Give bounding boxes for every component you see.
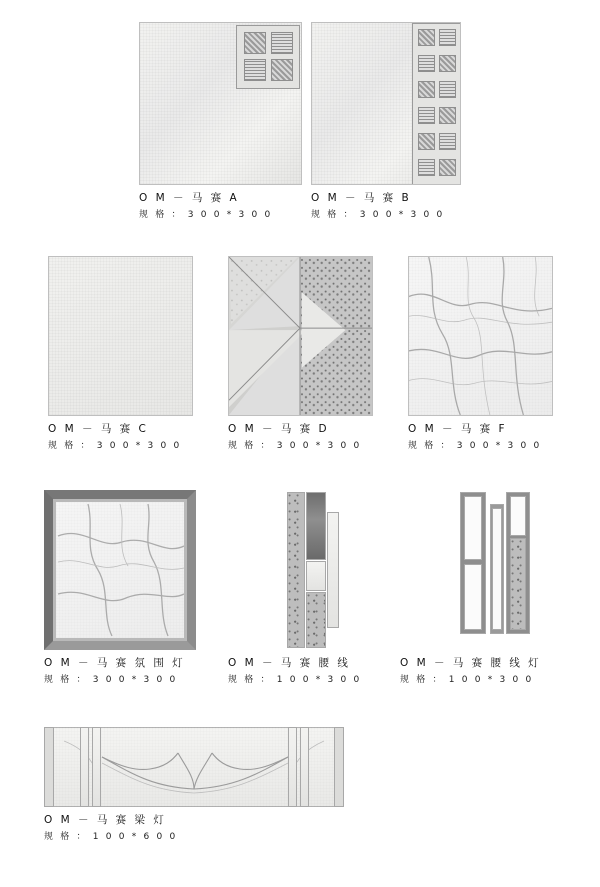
product-name: O M － 马 赛 氛 围 灯 (44, 657, 186, 669)
product-image-om-mosaic-c (48, 256, 193, 416)
product-name: O M － 马 赛 梁 灯 (44, 814, 167, 826)
product-spec: 规 格 ： 3 0 0 * 3 0 0 (48, 441, 182, 451)
beam-drapery-pattern (44, 727, 344, 807)
mosaic-cell (271, 32, 293, 54)
product-image-om-mosaic-beam-light (44, 727, 344, 807)
product-image-om-mosaic-b (311, 22, 461, 185)
product-image-om-mosaic-a (139, 22, 302, 185)
mosaic-cell (418, 133, 435, 150)
geometric-arrow-pattern (229, 257, 372, 415)
mosaic-cell (244, 59, 266, 81)
light-strip-inner (492, 508, 502, 630)
product-card-om-mosaic-d[interactable] (228, 256, 373, 451)
product-name: O M － 马 赛 腰 线 (228, 657, 351, 669)
waistline-strip (306, 492, 326, 560)
light-strip-inner (464, 496, 482, 560)
product-card-om-mosaic-c[interactable] (48, 256, 193, 451)
product-card-om-mosaic-beam-light[interactable] (44, 727, 344, 842)
mosaic-cell (418, 29, 435, 46)
mosaic-cell (439, 159, 456, 176)
product-spec: 规 格 ： 3 0 0 * 3 0 0 (408, 441, 542, 451)
waistline-strip (287, 492, 305, 648)
mosaic-cell (418, 159, 435, 176)
beam-end-strip (288, 727, 297, 807)
product-card-om-mosaic-waistline[interactable] (228, 490, 380, 685)
light-strip-inner (510, 538, 526, 630)
product-name: O M － 马 赛 A (139, 192, 240, 204)
mosaic-cell (439, 55, 456, 72)
product-image-om-mosaic-f (408, 256, 553, 416)
product-name: O M － 马 赛 腰 线 灯 (400, 657, 542, 669)
product-spec: 规 格 ： 1 0 0 * 3 0 0 (400, 675, 534, 685)
product-card-om-mosaic-a[interactable] (139, 22, 302, 220)
product-spec: 规 格 ： 3 0 0 * 3 0 0 (311, 210, 445, 220)
beam-cap (44, 727, 54, 807)
waistline-strip (306, 592, 326, 648)
mosaic-cell (271, 59, 293, 81)
light-strip-inner (510, 496, 526, 536)
mosaic-cell (439, 29, 456, 46)
mosaic-cell (439, 133, 456, 150)
product-spec: 规 格 ： 3 0 0 * 3 0 0 (44, 675, 178, 685)
product-card-om-mosaic-waistline-light[interactable] (400, 490, 560, 685)
product-image-om-mosaic-waistline-light (400, 490, 560, 650)
tile-grain-texture (49, 257, 192, 415)
mosaic-cell (418, 55, 435, 72)
mosaic-cell (418, 107, 435, 124)
product-card-om-mosaic-ambient-light[interactable] (44, 490, 196, 685)
waistline-strip (306, 561, 326, 591)
mosaic-cell (439, 81, 456, 98)
light-strip-inner (464, 564, 482, 630)
product-spec: 规 格 ： 1 0 0 * 6 0 0 (44, 832, 178, 842)
product-image-om-mosaic-ambient-light (44, 490, 196, 650)
product-name: O M － 马 赛 B (311, 192, 412, 204)
product-image-om-mosaic-d (228, 256, 373, 416)
product-spec: 规 格 ： 3 0 0 * 3 0 0 (228, 441, 362, 451)
beam-end-strip (80, 727, 89, 807)
product-name: O M － 马 赛 F (408, 423, 508, 435)
product-image-om-mosaic-waistline (228, 490, 380, 650)
product-spec: 规 格 ： 1 0 0 * 3 0 0 (228, 675, 362, 685)
waistline-strip (327, 512, 339, 628)
mosaic-cell (418, 81, 435, 98)
beam-cap (334, 727, 344, 807)
beam-end-strip (300, 727, 309, 807)
beam-end-strip (92, 727, 101, 807)
product-card-om-mosaic-f[interactable] (408, 256, 553, 451)
mosaic-cell (439, 107, 456, 124)
product-name: O M － 马 赛 D (228, 423, 330, 435)
light-frame-inner (53, 499, 187, 641)
mosaic-cell (244, 32, 266, 54)
product-name: O M － 马 赛 C (48, 423, 149, 435)
product-spec: 规 格 ： 3 0 0 * 3 0 0 (139, 210, 273, 220)
product-card-om-mosaic-b[interactable] (311, 22, 461, 220)
